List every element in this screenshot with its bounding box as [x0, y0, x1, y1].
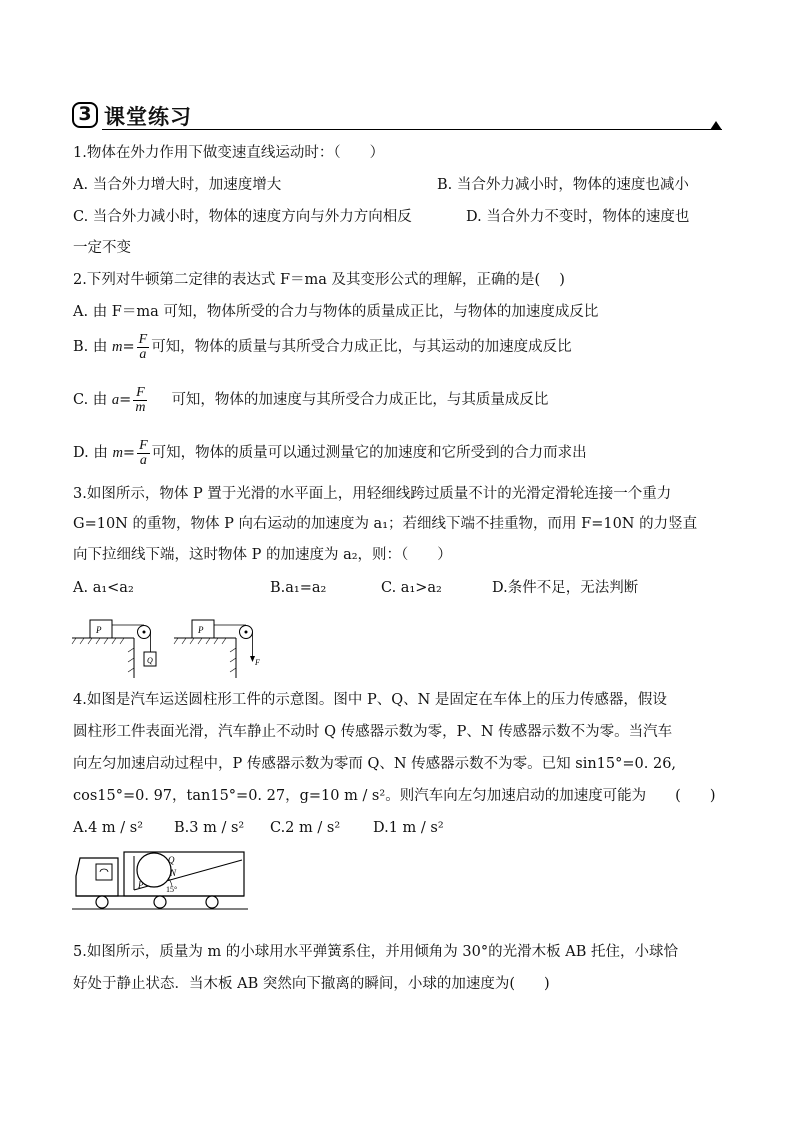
q2-option-c-fraction	[133, 386, 147, 415]
q2-option-b: B. 由 m= $\frac{F}{a}$ 可知，物体的质量与其所受合力成正比，与其运动的加速度成反比	[73, 331, 572, 362]
section-title: 课堂练习	[104, 105, 192, 129]
q2-option-c: C. 由 a= $\frac{F}{m}$ 可知，物体的加速度与其所受合力成正比，与其质量成反比	[73, 384, 549, 415]
q1-option-d: D. 当合外力不变时，物体的速度也	[466, 209, 690, 225]
wheel-icon	[206, 896, 218, 908]
q1-stem: 1.物体在外力作用下做变速直线运动时：（ ）	[73, 145, 385, 161]
q2-option-b-text: 可知，物体的质量与其所受合力成正比，与其运动的加速度成反比	[151, 339, 572, 355]
q2-option-b-prefix: B. 由	[73, 339, 108, 355]
q1-option-b: B. 当合外力减小时，物体的速度也减小	[437, 177, 689, 193]
q4-line-4: cos15°=0. 97，tan15°=0. 27，g=10 m / s²。则汽车向左匀加速启动的加速度可能为 ( )	[73, 788, 716, 804]
q2-option-a: A. 由 F＝ma 可知，物体所受的合力与物体的质量成正比，与物体的加速度成反比	[73, 304, 599, 320]
q3-option-a: A. a₁<a₂	[73, 580, 134, 596]
cab-window	[96, 864, 112, 880]
fraction-numerator: F	[138, 331, 148, 347]
sensor-q-label: Q	[168, 855, 175, 865]
triangle-marker-icon	[710, 121, 722, 130]
q2-option-d-prefix: D. 由	[73, 445, 108, 461]
q5-line-2: 好处于静止状态．当木板 AB 突然向下撤离的瞬间，小球的加速度为( )	[73, 976, 550, 992]
q3-line-1: 3.如图所示，物体 P 置于光滑的水平面上，用轻细线跨过质量不计的光滑定滑轮连接一个重力	[73, 486, 672, 502]
q4-option-d: D.1 m / s²	[373, 820, 444, 836]
section-number-badge: 3	[72, 102, 98, 128]
sensor-n-label: N	[170, 868, 177, 878]
q2-option-d-fraction	[137, 439, 150, 468]
q3-option-c: C. a₁>a₂	[381, 580, 442, 596]
q3-option-b: B.a₁=a₂	[270, 580, 327, 596]
weight-q-label: Q	[147, 656, 153, 665]
q4-truck-figure	[72, 846, 248, 916]
wheel-icon	[96, 896, 108, 908]
q2-option-d-lhs: m	[112, 445, 123, 461]
force-f-label: F	[255, 658, 260, 667]
fraction-denominator: m	[135, 399, 146, 415]
q1-option-a: A. 当合外力增大时，加速度增大	[73, 177, 282, 193]
fraction-denominator: a	[139, 452, 147, 468]
pulley-diagram-force	[174, 620, 260, 678]
q4-line-2: 圆柱形工件表面光滑，汽车静止不动时 Q 传感器示数为零，P、N 传感器示数不为零。当汽车	[73, 724, 673, 740]
q4-line-1: 4.如图是汽车运送圆柱形工件的示意图。图中 P、Q、N 是固定在车体上的压力传感器，假设	[73, 692, 667, 708]
q4-line-3: 向左匀加速启动过程中，P 传感器示数为零而 Q、N 传感器示数不为零。已知 sin15°=0. 26,	[73, 756, 677, 772]
fraction-numerator: F	[139, 437, 148, 453]
q2-option-c-text: 可知，物体的加速度与其所受合力成正比，与其质量成反比	[171, 392, 549, 408]
q3-option-d: D.条件不足，无法判断	[492, 580, 639, 596]
heading-rule	[102, 129, 722, 130]
pulley-diagram-weight	[72, 620, 156, 678]
q4-option-a: A.4 m / s²	[73, 820, 144, 836]
q3-figure	[70, 612, 270, 680]
fraction-denominator: a	[139, 346, 147, 362]
incline-angle-label: 15°	[166, 885, 178, 894]
q2-option-c-lhs: a	[111, 392, 120, 408]
q5-line-1: 5.如图所示，质量为 m 的小球用水平弹簧系住，并用倾角为 30°的光滑木板 AB 托住，小球恰	[73, 944, 678, 960]
q3-line-2: G=10N 的重物，物体 P 向右运动的加速度为 a₁；若细线下端不挂重物，而用 F=10N 的力竖直	[73, 516, 698, 532]
q2-option-c-prefix: C. 由	[73, 392, 108, 408]
q2-option-d: D. 由 m= $\frac{F}{a}$ 可知，物体的质量可以通过测量它的加速度和它所受到的合力而求出	[73, 437, 587, 468]
q2-option-b-fraction	[137, 333, 150, 362]
sensor-p-label: P	[138, 880, 144, 890]
q4-option-c: C.2 m / s²	[270, 820, 341, 836]
q3-line-3: 向下拉细线下端，这时物体 P 的加速度为 a₂，则：（ ）	[73, 547, 452, 563]
block-p-label: P	[198, 625, 204, 635]
wheel-icon	[154, 896, 166, 908]
fraction-numerator: F	[133, 386, 147, 401]
q2-stem: 2.下列对牛顿第二定律的表达式 F＝ma 及其变形公式的理解，正确的是( )	[73, 272, 565, 288]
q4-option-b: B.3 m / s²	[174, 820, 245, 836]
q2-option-b-lhs: m	[111, 339, 123, 355]
q1-option-d-continued: 一定不变	[73, 240, 131, 256]
block-p-label: P	[96, 625, 102, 635]
q1-option-c: C. 当合外力减小时，物体的速度方向与外力方向相反	[73, 209, 412, 225]
q2-option-d-text: 可知，物体的质量可以通过测量它的加速度和它所受到的合力而求出	[151, 445, 587, 461]
section-heading	[72, 100, 722, 132]
